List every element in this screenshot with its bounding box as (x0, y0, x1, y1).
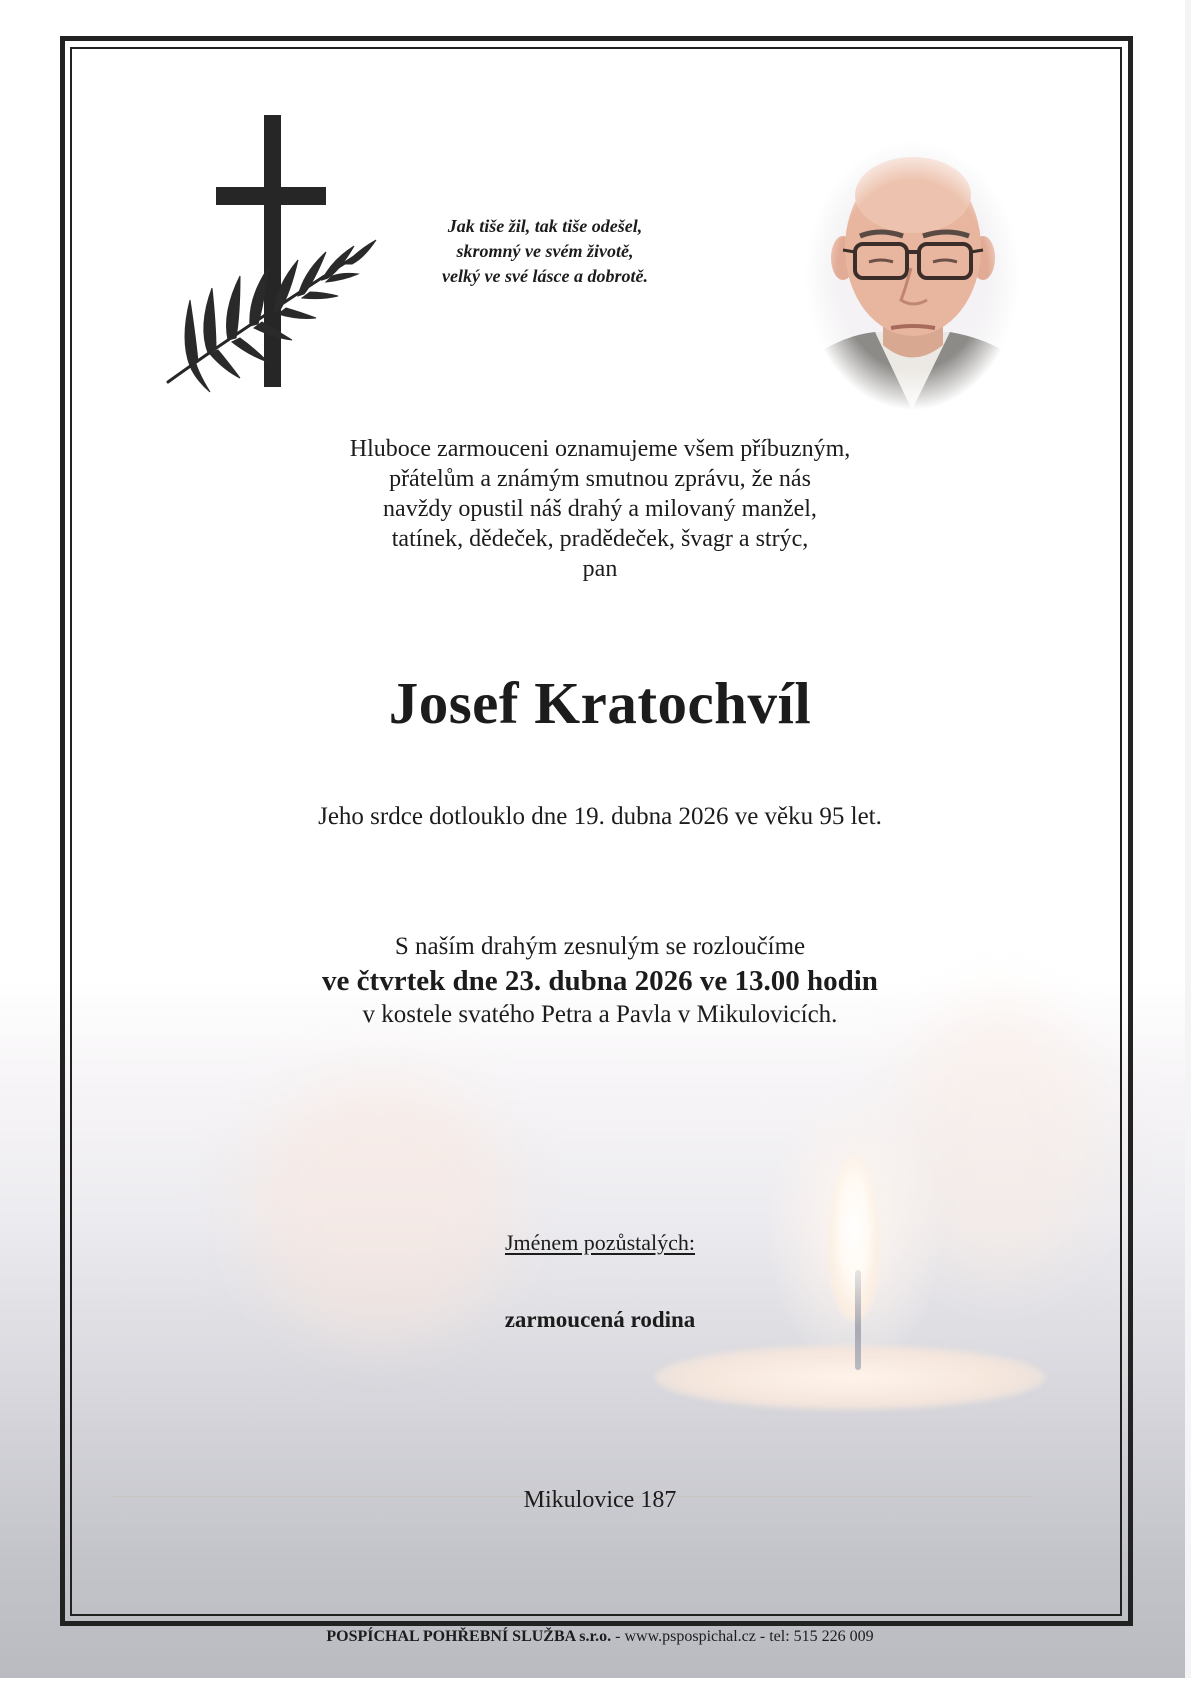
ceremony-datetime: ve čtvrtek dne 23. dubna 2026 ve 13.00 hodin (322, 965, 878, 997)
ceremony-intro: S naším drahým zesnulým se rozloučíme (394, 933, 806, 960)
announcement-text (200, 434, 1000, 584)
portrait-photo (805, 140, 1020, 410)
announcement-line: Hluboce zarmouceni oznamujeme všem příbuzným, (349, 436, 851, 462)
deceased-name: Josef Kratochvíl (388, 670, 812, 736)
signature-label-text: Jménem pozůstalých: (504, 1230, 695, 1255)
funeral-service-footer (150, 1626, 1050, 1648)
footer-separator-2: - tel: (755, 1628, 794, 1645)
cross-with-palm-icon (150, 100, 380, 400)
ceremony-location: v kostele svatého Petra a Pavla v Mikulovicích. (362, 1001, 838, 1028)
announcement-line: přátelům a známým smutnou zprávu, že nás (389, 466, 811, 492)
verse-line: velký ve své lásce a dobrotě. (442, 266, 648, 286)
footer-website: www.pspospichal.cz (624, 1628, 756, 1645)
announcement-line: navždy opustil náš drahý a milovaný manžel, (383, 496, 817, 522)
candle-icon (655, 1345, 1045, 1410)
verse-line: skromný ve svém životě, (456, 241, 634, 261)
signature-label (300, 1229, 900, 1257)
death-date-line: Jeho srdce dotlouklo dne 19. dubna 2026 ve věku 95 let. (318, 803, 882, 830)
signature-family: zarmoucená rodina (504, 1307, 696, 1332)
footer-company: POSPÍCHAL POHŘEBNÍ SLUŽBA s.r.o. (326, 1628, 612, 1645)
verse-line: Jak tiše žil, tak tiše odešel, (447, 216, 643, 236)
announcement-line: pan (582, 556, 618, 582)
address: Mikulovice 187 (300, 1485, 900, 1515)
announcement-line: tatínek, dědeček, pradědeček, švagr a strýc, (391, 526, 809, 552)
footer-phone: 515 226 009 (793, 1628, 874, 1645)
footer-separator-1: - (611, 1628, 625, 1645)
ceremony-info (150, 931, 1050, 1031)
memorial-verse (380, 214, 710, 289)
